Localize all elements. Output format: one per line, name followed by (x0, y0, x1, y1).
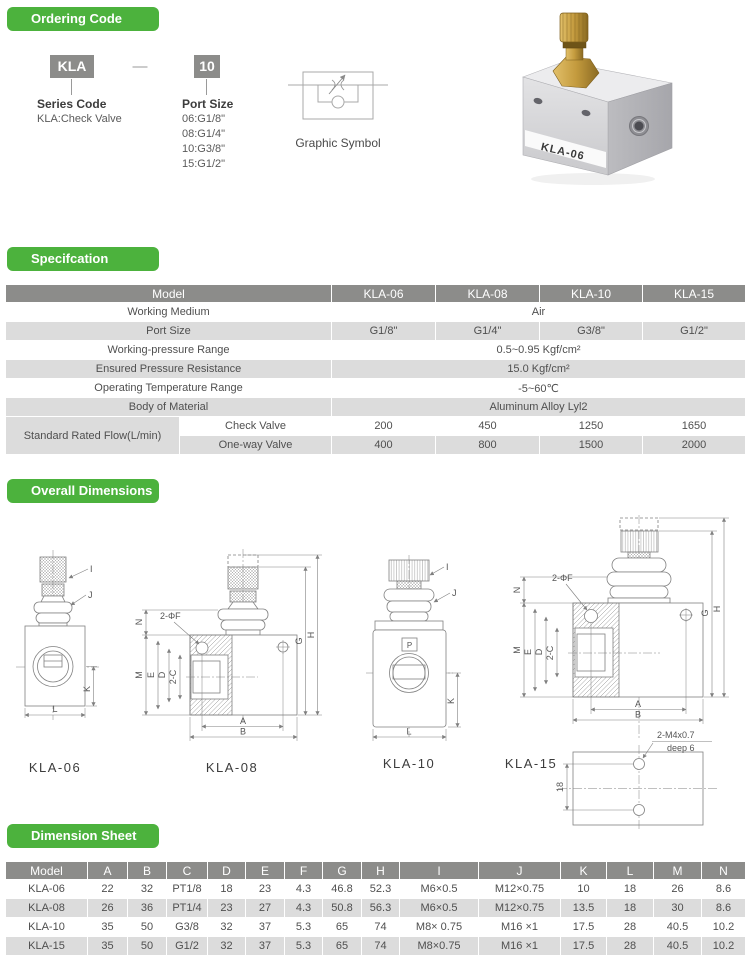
check-valve-kla15: 1650 (643, 417, 746, 436)
cell: 23 (246, 880, 285, 899)
dim-label-j: J (88, 590, 93, 600)
dims-header-row (6, 862, 746, 880)
dims-row-kla15 (6, 937, 746, 956)
dims-h-model: Model (6, 862, 88, 880)
dims-h-d: D (208, 862, 246, 880)
specification-header: Specifcation (7, 247, 159, 271)
spec-row-check-valve (6, 417, 746, 436)
drawing-kla-08 (134, 549, 322, 775)
cell: 28 (607, 937, 654, 956)
cell: KLA-10 (6, 918, 88, 937)
caption-kla-08: KLA-08 (205, 760, 259, 775)
cell: 5.3 (285, 937, 323, 956)
spec-row-pressure-range (6, 341, 746, 360)
body-material-label: Body of Material (6, 398, 332, 417)
dims-h-f: F (285, 862, 323, 880)
cell: 10.2 (702, 937, 746, 956)
series-code-label: Series Code (37, 97, 107, 111)
dim-label-b-15: B (634, 709, 642, 720)
cell: M6×0.5 (400, 899, 479, 918)
cell: M8× 0.75 (400, 918, 479, 937)
dim-label-k: K (82, 685, 92, 693)
temperature-label: Operating Temperature Range (6, 379, 332, 398)
cell: 27 (246, 899, 285, 918)
cell: KLA-08 (6, 899, 88, 918)
dim-label-m: M (134, 671, 144, 679)
dim-label-l: L (52, 704, 58, 714)
ordering-separator: — (132, 58, 148, 75)
cell: 37 (246, 918, 285, 937)
series-code-desc: KLA:Check Valve (37, 113, 122, 125)
dim-label-i: I (90, 564, 93, 574)
cell: 74 (362, 937, 400, 956)
cell: 37 (246, 937, 285, 956)
dims-h-h: H (362, 862, 400, 880)
dims-h-e: E (246, 862, 285, 880)
dim-label-2c-15: 2-C (545, 645, 555, 661)
cell: KLA-15 (6, 937, 88, 956)
dims-h-k: K (561, 862, 607, 880)
dim-label-n-15: N (512, 586, 522, 594)
cell: 4.3 (285, 899, 323, 918)
cell: M12×0.75 (479, 880, 561, 899)
check-valve-kla08: 450 (436, 417, 540, 436)
port-size-option-2: 08:G1/4" (182, 128, 226, 140)
spec-row-body-material (6, 398, 746, 417)
check-valve-kla06: 200 (332, 417, 436, 436)
spec-row-temperature (6, 379, 746, 398)
cell: 17.5 (561, 937, 607, 956)
cell: 32 (208, 937, 246, 956)
cell: 10 (561, 880, 607, 899)
dim-label-2f: 2-ΦF (160, 611, 181, 621)
dim-label-2c: 2-C (168, 669, 178, 685)
oneway-valve-kla08: 800 (436, 436, 540, 455)
dims-h-c: C (167, 862, 208, 880)
cell: G1/2 (167, 937, 208, 956)
dim-label-18: 18 (555, 781, 565, 793)
cell: 40.5 (654, 937, 702, 956)
cell: 50 (128, 937, 167, 956)
product-shadow (531, 173, 655, 185)
thread-note-line2: deep 6 (667, 743, 695, 753)
dim-label-a-15: A (634, 699, 642, 709)
cell: 26 (654, 880, 702, 899)
cell: 65 (323, 937, 362, 956)
dims-h-g: G (323, 862, 362, 880)
port-connector-line (206, 79, 207, 95)
port-size-kla06: G1/8" (332, 322, 436, 341)
caption-kla-15: KLA-15 (504, 756, 558, 771)
dim-label-b: B (239, 726, 247, 737)
cell: 18 (208, 880, 246, 899)
oneway-valve-label: One-way Valve (180, 436, 332, 455)
series-connector-line (71, 79, 72, 95)
cell: 13.5 (561, 899, 607, 918)
dims-h-l: L (607, 862, 654, 880)
dims-h-j: J (479, 862, 561, 880)
drawing-kla-10 (366, 555, 461, 771)
dim-label-e: E (146, 671, 156, 679)
cell: PT1/8 (167, 880, 208, 899)
port-code-box: 10 (194, 55, 220, 78)
port-size-option-4: 15:G1/2" (182, 158, 226, 170)
dim-label-p: P (406, 641, 413, 650)
dim-label-g-15: G (700, 609, 710, 617)
oneway-valve-kla10: 1500 (540, 436, 643, 455)
port-size-label: Port Size (182, 97, 234, 111)
cell: 4.3 (285, 880, 323, 899)
cell: M8×0.75 (400, 937, 479, 956)
working-medium-label: Working Medium (6, 303, 332, 322)
cell: 8.6 (702, 899, 746, 918)
cell: 28 (607, 918, 654, 937)
caption-kla-06: KLA-06 (28, 760, 82, 775)
spec-row-ensured-pressure (6, 360, 746, 379)
ensured-pressure-label: Ensured Pressure Resistance (6, 360, 332, 379)
port-size-kla15: G1/2" (643, 322, 746, 341)
cell: 40.5 (654, 918, 702, 937)
product-body (523, 62, 672, 175)
cell: G3/8 (167, 918, 208, 937)
port-size-kla08: G1/4" (436, 322, 540, 341)
dim-label-2f-15: 2-ΦF (552, 573, 573, 583)
graphic-symbol-drawing (288, 66, 388, 126)
port-size-kla10: G3/8" (540, 322, 643, 341)
cell: 26 (88, 899, 128, 918)
spec-header-kla10: KLA-10 (540, 285, 643, 303)
overall-dimensions-drawings (0, 505, 750, 835)
cell: 50.8 (323, 899, 362, 918)
cell: M16 ×1 (479, 937, 561, 956)
spec-header-kla08: KLA-08 (436, 285, 540, 303)
dim-label-k-10: K (446, 697, 456, 705)
caption-kla-10: KLA-10 (382, 756, 436, 771)
overall-dimensions-header: Overall Dimensions (7, 479, 159, 503)
cell: 46.8 (323, 880, 362, 899)
cell: 35 (88, 937, 128, 956)
cell: 50 (128, 918, 167, 937)
graphic-symbol-label: Graphic Symbol (295, 136, 381, 150)
dimension-sheet-header: Dimension Sheet (7, 824, 159, 848)
cell: 22 (88, 880, 128, 899)
dims-h-n: N (702, 862, 746, 880)
dims-row-kla08 (6, 899, 746, 918)
cell: 65 (323, 918, 362, 937)
cell: KLA-06 (6, 880, 88, 899)
series-code-box: KLA (50, 55, 94, 78)
product-label: KLA-06 (539, 141, 586, 163)
port-size-option-1: 06:G1/8" (182, 113, 226, 125)
thread-note-line1: 2-M4x0.7 (657, 730, 695, 740)
port-size-option-3: 10:G3/8" (182, 143, 226, 155)
dim-label-a: A (239, 716, 247, 726)
cell: 74 (362, 918, 400, 937)
dim-label-h-15: H (712, 605, 722, 613)
drawing-kla-06 (16, 550, 99, 775)
cell: 8.6 (702, 880, 746, 899)
pressure-range-value: 0.5~0.95 Kgf/cm² (332, 341, 746, 360)
ensured-pressure-value: 15.0 Kgf/cm² (332, 360, 746, 379)
body-material-value: Aluminum Alloy Lyl2 (332, 398, 746, 417)
spec-header-model: Model (6, 285, 332, 303)
cell: 10.2 (702, 918, 746, 937)
oneway-valve-kla06: 400 (332, 436, 436, 455)
dims-h-i: I (400, 862, 479, 880)
dims-h-b: B (128, 862, 167, 880)
product-photo (505, 5, 725, 195)
temperature-value: -5~60℃ (332, 379, 746, 398)
port-size-row-label: Port Size (6, 322, 332, 341)
working-medium-value: Air (332, 303, 746, 322)
dim-label-n: N (134, 618, 144, 626)
dims-h-m: M (654, 862, 702, 880)
dim-label-j-10: J (452, 588, 457, 598)
dims-h-a: A (88, 862, 128, 880)
cell: 32 (128, 880, 167, 899)
dim-label-d-15: D (534, 648, 544, 656)
cell: 18 (607, 899, 654, 918)
cell: M12×0.75 (479, 899, 561, 918)
pressure-range-label: Working-pressure Range (6, 341, 332, 360)
rated-flow-label: Standard Rated Flow(L/min) (6, 417, 180, 455)
cell: 35 (88, 918, 128, 937)
dim-label-m-15: M (512, 646, 522, 654)
cell: 23 (208, 899, 246, 918)
dim-label-h: H (306, 631, 316, 639)
spec-header-row (6, 285, 746, 303)
cell: 30 (654, 899, 702, 918)
check-valve-label: Check Valve (180, 417, 332, 436)
specification-table (5, 284, 746, 455)
dim-label-e-15: E (523, 648, 533, 656)
cell: 5.3 (285, 918, 323, 937)
cell: 56.3 (362, 899, 400, 918)
drawing-bottom-view (555, 730, 718, 831)
ordering-code-header: Ordering Code (7, 7, 159, 31)
cell: PT1/4 (167, 899, 208, 918)
cell: 36 (128, 899, 167, 918)
check-valve-kla10: 1250 (540, 417, 643, 436)
dim-label-i-10: I (446, 562, 449, 572)
cell: M16 ×1 (479, 918, 561, 937)
dim-label-g: G (294, 637, 304, 645)
drawing-kla-15 (505, 515, 729, 771)
spec-row-working-medium (6, 303, 746, 322)
cell: 17.5 (561, 918, 607, 937)
dim-label-d: D (157, 671, 167, 679)
dim-label-l-10: L (406, 726, 412, 737)
oneway-valve-kla15: 2000 (643, 436, 746, 455)
dims-row-kla10 (6, 918, 746, 937)
spec-header-kla06: KLA-06 (332, 285, 436, 303)
dimension-sheet-table (5, 861, 746, 956)
cell: 32 (208, 918, 246, 937)
cell: M6×0.5 (400, 880, 479, 899)
product-knob (553, 13, 599, 88)
cell: 18 (607, 880, 654, 899)
spec-header-kla15: KLA-15 (643, 285, 746, 303)
spec-row-port-size (6, 322, 746, 341)
dims-row-kla06 (6, 880, 746, 899)
cell: 52.3 (362, 880, 400, 899)
